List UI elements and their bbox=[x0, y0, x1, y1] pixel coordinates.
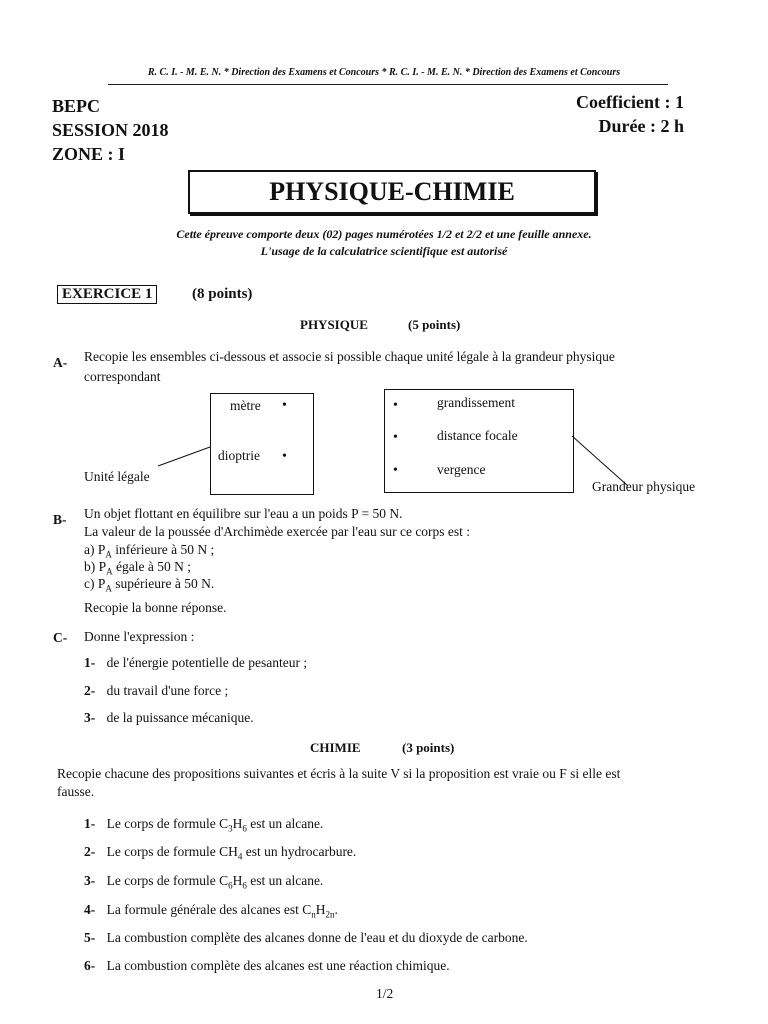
part-c-item bbox=[84, 709, 254, 727]
part-a-label: A- bbox=[53, 355, 68, 370]
intro-line-1: Cette épreuve comporte deux (02) pages numérotées 1/2 et 2/2 et une feuille annexe. bbox=[176, 227, 592, 241]
item-number: 1- bbox=[84, 816, 96, 831]
option-letter: b) bbox=[84, 559, 96, 574]
unit-item: dioptrie bbox=[218, 448, 260, 463]
part-b-label: B- bbox=[53, 512, 67, 527]
chimie-item bbox=[84, 872, 323, 895]
exercise-points: (8 points) bbox=[192, 286, 253, 302]
item-text: de l'énergie potentielle de pesanteur ; bbox=[106, 655, 308, 670]
quantity-dot: • bbox=[393, 398, 398, 413]
chimie-points: (3 points) bbox=[402, 740, 455, 755]
part-b-line-1: Un objet flottant en équilibre sur l'eau a un poids P = 50 N. bbox=[84, 506, 403, 521]
exam-name: BEPC bbox=[52, 96, 101, 116]
chimie-item bbox=[84, 815, 323, 838]
unit-dot: • bbox=[282, 398, 287, 413]
option-text: supérieure à 50 N. bbox=[111, 576, 215, 591]
quantity-dot: • bbox=[393, 430, 398, 445]
option-symbol: P bbox=[98, 559, 107, 574]
page-number: 1/2 bbox=[376, 986, 394, 1001]
quantities-set-label: Grandeur physique bbox=[592, 479, 696, 494]
quantity-item: distance focale bbox=[437, 428, 518, 443]
physique-points: (5 points) bbox=[408, 317, 461, 332]
chimie-item bbox=[84, 843, 356, 866]
item-number: 3- bbox=[84, 873, 96, 888]
chimie-intro-1: Recopie chacune des propositions suivantes et écris à la suite V si la proposition est vraie ou F si elle est bbox=[57, 766, 621, 781]
coefficient: Coefficient : 1 bbox=[576, 92, 684, 112]
physique-title: PHYSIQUE bbox=[300, 317, 368, 332]
chimie-item bbox=[84, 929, 528, 947]
option-symbol: P bbox=[97, 542, 106, 557]
item-text: Le corps de formule $CH_4$ est un hydrocarbure. bbox=[106, 844, 357, 862]
chimie-item bbox=[84, 901, 338, 924]
quantity-item: grandissement bbox=[437, 395, 515, 410]
item-number: 2- bbox=[84, 683, 96, 698]
item-number: 3- bbox=[84, 710, 96, 725]
option-subscript: A bbox=[106, 566, 113, 577]
chimie-title: CHIMIE bbox=[310, 740, 361, 755]
header-line: R. C. I. - M. E. N. * Direction des Examens et Concours * R. C. I. - M. E. N. * Direction des Examens et Concours bbox=[147, 67, 621, 78]
zone: ZONE : I bbox=[52, 144, 126, 164]
item-text: de la puissance mécanique. bbox=[106, 710, 254, 725]
item-text: Le corps de formule $C_3H_6$ est un alcane. bbox=[106, 816, 324, 834]
unit-item: mètre bbox=[230, 398, 261, 413]
item-text: La combustion complète des alcanes est une réaction chimique. bbox=[106, 958, 450, 973]
option-c bbox=[84, 575, 214, 598]
chimie-item bbox=[84, 957, 450, 975]
duration: Durée : 2 h bbox=[598, 116, 684, 136]
chimie-intro-2: fausse. bbox=[57, 784, 95, 799]
item-text: La formule générale des alcanes est $C_nH_{2n}$. bbox=[106, 902, 338, 920]
unit-dot: • bbox=[282, 449, 287, 464]
item-number: 4- bbox=[84, 902, 96, 917]
option-subscript: A bbox=[105, 549, 112, 560]
part-a-text-2: correspondant bbox=[84, 369, 161, 384]
part-c-item bbox=[84, 682, 228, 700]
item-text: Le corps de formule $C_6H_6$ est un alcane. bbox=[106, 873, 324, 891]
item-number: 6- bbox=[84, 958, 96, 973]
option-text: égale à 50 N ; bbox=[112, 559, 191, 574]
units-set-label: Unité légale bbox=[84, 469, 150, 484]
item-text: du travail d'une force ; bbox=[106, 683, 229, 698]
option-letter: a) bbox=[84, 542, 95, 557]
option-letter: c) bbox=[84, 576, 95, 591]
part-c-item bbox=[84, 654, 307, 672]
part-c-label: C- bbox=[53, 630, 68, 645]
session: SESSION 2018 bbox=[52, 120, 169, 140]
item-number: 1- bbox=[84, 655, 96, 670]
part-b-instruction: Recopie la bonne réponse. bbox=[84, 600, 227, 615]
item-number: 5- bbox=[84, 930, 96, 945]
item-number: 2- bbox=[84, 844, 96, 859]
part-a-text-1: Recopie les ensembles ci-dessous et associe si possible chaque unité légale à la grandeur physique bbox=[84, 349, 615, 364]
option-symbol: P bbox=[97, 576, 106, 591]
page-title: PHYSIQUE-CHIMIE bbox=[188, 170, 596, 214]
exercise-label: EXERCICE 1 bbox=[57, 285, 157, 304]
quantity-dot: • bbox=[393, 463, 398, 478]
item-text: La combustion complète des alcanes donne de l'eau et du dioxyde de carbone. bbox=[106, 930, 528, 945]
intro-line-2: L'usage de la calculatrice scientifique est autorisé bbox=[260, 244, 508, 258]
option-subscript: A bbox=[105, 583, 112, 594]
part-b-line-2: La valeur de la poussée d'Archimède exercée par l'eau sur ce corps est : bbox=[84, 524, 471, 539]
part-c-intro: Donne l'expression : bbox=[84, 629, 195, 644]
quantity-item: vergence bbox=[437, 462, 486, 477]
option-text: inférieure à 50 N ; bbox=[111, 542, 215, 557]
